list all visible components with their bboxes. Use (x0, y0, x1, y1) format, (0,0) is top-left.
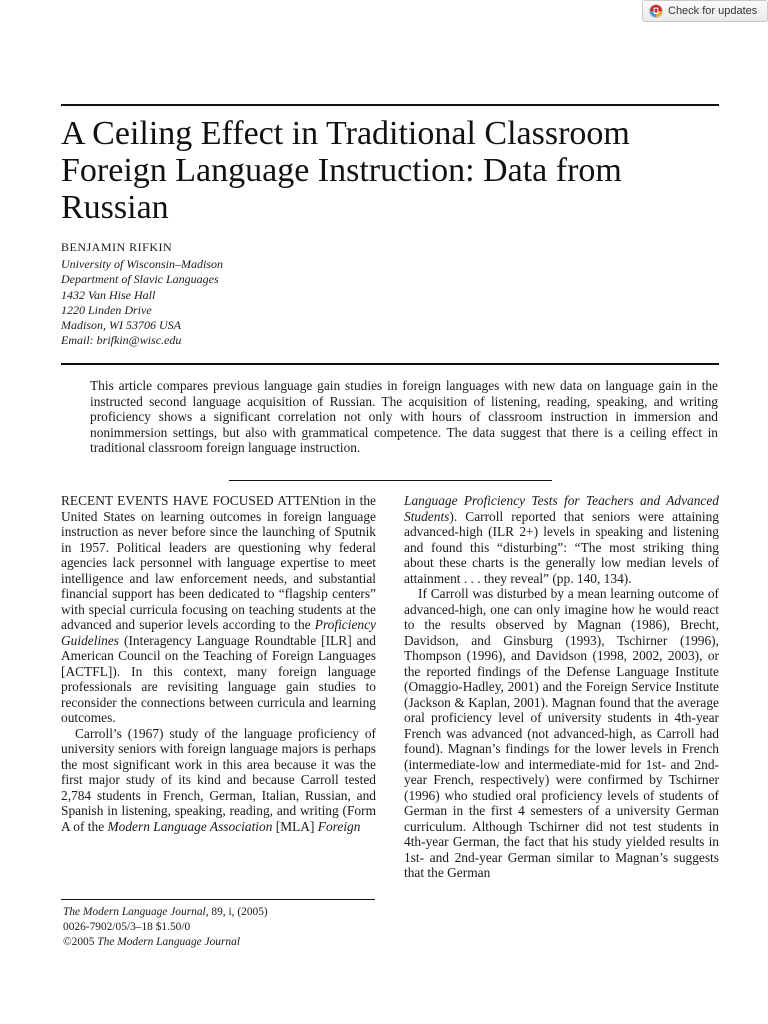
affiliation-city: Madison, WI 53706 USA (61, 318, 181, 333)
lead-in-text: RECENT EVENTS HAVE FOCUSED ATTEN (61, 493, 320, 508)
abstract-bottom-rule (229, 480, 552, 481)
body-paragraph: Carroll’s (1967) study of the language proficiency of university seniors with foreign language majors is perhaps the most significant work in this area because it was the first major study of its kind and because Carroll tested 2,784 students in French, German, Italian, Russian, and Spanish in listening, speaking, reading, and writing (Form A of the Modern Language Association [MLA] Foreign (61, 725, 376, 834)
body-column-left (61, 493, 376, 834)
copyright-line: ©2005 The Modern Language Journal (63, 936, 240, 948)
journal-citation: The Modern Language Journal, 89, i, (2005) (63, 906, 268, 918)
affiliation-email[interactable]: Email: brifkin@wisc.edu (61, 333, 182, 348)
author-name: BENJAMIN RIFKIN (61, 240, 173, 254)
footnote-rule (61, 899, 375, 900)
affiliation-building: 1432 Van Hise Hall (61, 287, 156, 302)
affiliation-street: 1220 Linden Drive (61, 302, 152, 317)
header-rule (61, 104, 719, 106)
body-paragraph: RECENT EVENTS HAVE FOCUSED ATTENtion in the United States on learning outcomes in foreign language instruction as never before since the launching of Sputnik in 1957. Political leaders are questioning why federal agencies lack personnel with language expertise to meet intelligence and law enforcement needs, and substantial financial support has been dedicated to “flagship centers” with special curricula focusing on teaching students at the advanced and superior levels according to the Proficiency Guidelines (Interagency Language Roundtable [ILR] and American Council on the Teaching of Foreign Languages [ACTFL]). In this context, many foreign language professionals are revisiting language gain studies to reconsider the connections between curricula and learning outcomes. (61, 493, 376, 725)
issn-price: 0026-7902/05/3–18 $1.50/0 (63, 921, 191, 933)
abstract: This article compares previous language gain studies in foreign languages with new data on language gain in the instructed second language acquisition of Russian. The acquisition of listening, reading, speaking, and writing proficiency shows a significant correlation not only with hours of classroom instruction in immersion and nonimmersion settings, but also with grammatical competence. The data suggest that there is a ceiling effect in traditional classroom foreign language instruction. (90, 378, 718, 455)
abstract-top-rule (61, 363, 719, 365)
author-affiliation (61, 257, 223, 349)
journal-footnote (63, 905, 268, 950)
affiliation-department: Department of Slavic Languages (61, 272, 219, 287)
check-for-updates-label: Check for updates (668, 5, 758, 17)
body-column-right (404, 493, 719, 881)
body-paragraph: If Carroll was disturbed by a mean learning outcome of advanced-high, one can only imagine how he would react to the results observed by Magnan (1986), Brecht, Davidson, and Ginsburg (1993), Tschirner (1996), Thompson (1996), and Davidson (1998, 2002, 2003), or the reported findings of the Defense Language Institute (Omaggio-Hadley, 2001) and the Foreign Service Institute (Jackson & Kaplan, 2001). Magnan found that the average oral proficiency level of university students in 4th-year French was advanced (not advanced-high, as Carroll had found). Magnan’s findings for the lower levels in French (intermediate-low and intermediate-mid for 1st- and 2nd-year French, respectively) were confirmed by Tschirner (1996) who studied oral proficiency levels of students of German in the first 4 semesters of a university German curriculum. Although Tschirner did not test students in 4th-year German, the fact that his study yielded results in 1st- and 2nd-year German similar to Magnan’s suggests that the German (404, 586, 719, 880)
article-title: A Ceiling Effect in Traditional Classroom Foreign Language Instruction: Data from Russian (61, 115, 630, 226)
check-for-updates-button[interactable] (642, 0, 768, 22)
affiliation-university: University of Wisconsin–Madison (61, 257, 223, 271)
crossmark-icon (649, 4, 663, 18)
body-paragraph: Language Proficiency Tests for Teachers and Advanced Students). Carroll reported that seniors were attaining advanced-high (ILR 2+) levels in speaking and listening and found this “disturbing”: “The most striking thing about these charts is the generally low median levels of attainment . . . they reveal” (pp. 140, 134). (404, 493, 719, 586)
